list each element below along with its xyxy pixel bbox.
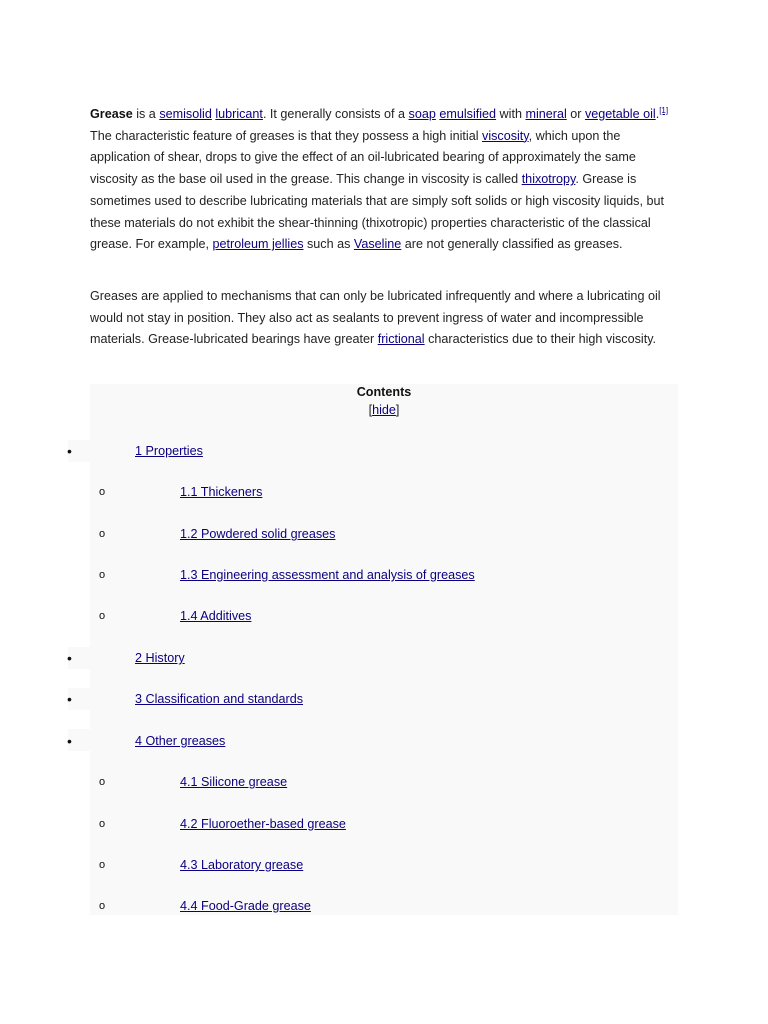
intro-paragraph [90,104,680,256]
text-span: such as [303,237,354,252]
toc-bg-strip [68,729,98,751]
text-span: . It generally consists of a [262,107,409,121]
link-semisolid[interactable]: semisolid [159,107,212,121]
circle-bullet-icon: o [99,818,106,830]
toc-item-classification[interactable]: 3 Classification and standards [135,692,304,706]
toc-item-additives[interactable]: 1.4 Additives [180,609,252,623]
toc-item-other-greases[interactable]: 4 Other greases [135,734,226,748]
toc-item-food-grade-grease[interactable]: 4.4 Food-Grade grease [180,899,311,913]
bullet-icon: • [67,733,72,749]
toc-bg-strip [68,688,98,710]
circle-bullet-icon: o [99,569,106,581]
toc-title: Contents [356,385,412,399]
link-lubricant[interactable]: lubricant [215,107,263,121]
link-vaseline[interactable]: Vaseline [353,237,402,252]
circle-bullet-icon: o [99,900,106,912]
link-thixotropy[interactable]: thixotropy [521,172,576,187]
bullet-icon: • [67,650,72,666]
toc-item-fluoroether-grease[interactable]: 4.2 Fluoroether-based grease [180,817,346,831]
circle-bullet-icon: o [99,610,106,622]
text-span: . [655,107,660,121]
reference-link[interactable]: [1] [659,105,669,115]
circle-bullet-icon: o [99,528,106,540]
toc-item-silicone-grease[interactable]: 4.1 Silicone grease [180,775,288,789]
toc-item-laboratory-grease[interactable]: 4.3 Laboratory grease [180,858,304,872]
text-span: are not generally classified as greases. [401,237,623,252]
text-span: Greases are applied to mechanisms that can only be lubricated infrequently and where a lubricating oil would not stay in position. They also act as sealants to prevent ingress of water and incompressible materials. Grease-lubricated bearings have greater [90,289,661,347]
text-span: or [566,107,585,121]
circle-bullet-icon: o [99,486,106,498]
text-span: , which upon the application of shear, drops to give the effect of an oil-lubricated bearing of approximately the same viscosity as the base oil used in the grease. This change in viscosity is called [90,128,636,187]
bracket-open: [ [368,403,373,417]
toc-item-thickeners[interactable]: 1.1 Thickeners [180,485,263,499]
link-vegetable-oil[interactable]: vegetable oil [584,107,656,121]
circle-bullet-icon: o [99,859,106,871]
link-viscosity[interactable]: viscosity [482,128,529,143]
bullet-icon: • [67,443,72,459]
toc-item-history[interactable]: 2 History [135,651,185,665]
link-emulsified[interactable]: emulsified [439,107,497,121]
link-petroleum-jellies[interactable]: petroleum jellies [212,237,304,252]
toc-bg-strip [68,647,98,669]
bullet-icon: • [67,691,72,707]
toc-bg-strip [68,440,98,462]
text-span: is a [132,107,160,121]
second-paragraph [90,286,680,351]
toc-hide-link[interactable]: hide [372,403,396,417]
text-span: characteristics due to their high viscosity. [424,332,657,347]
text-span: . Grease is sometimes used to describe lubricating materials that are simply soft solids or high viscosity liquids, but these materials do not exhibit the shear-thinning (thixotropic) properties characteristic of the classical grease. For example, [90,172,664,252]
toc-item-engineering-assessment[interactable]: 1.3 Engineering assessment and analysis of greases [180,568,475,582]
text-span: The characteristic feature of greases is that they possess a high initial [90,128,483,143]
link-soap[interactable]: soap [408,107,436,121]
text-span: with [496,107,526,121]
link-frictional[interactable]: frictional [377,332,425,347]
term-grease: Grease [90,107,133,121]
toc-item-powdered-solid-greases[interactable]: 1.2 Powdered solid greases [180,527,336,541]
bracket-close: ] [395,403,400,417]
toc-hide-control [90,402,678,418]
link-mineral[interactable]: mineral [525,107,567,121]
toc-item-properties[interactable]: 1 Properties [135,444,203,458]
circle-bullet-icon: o [99,776,106,788]
